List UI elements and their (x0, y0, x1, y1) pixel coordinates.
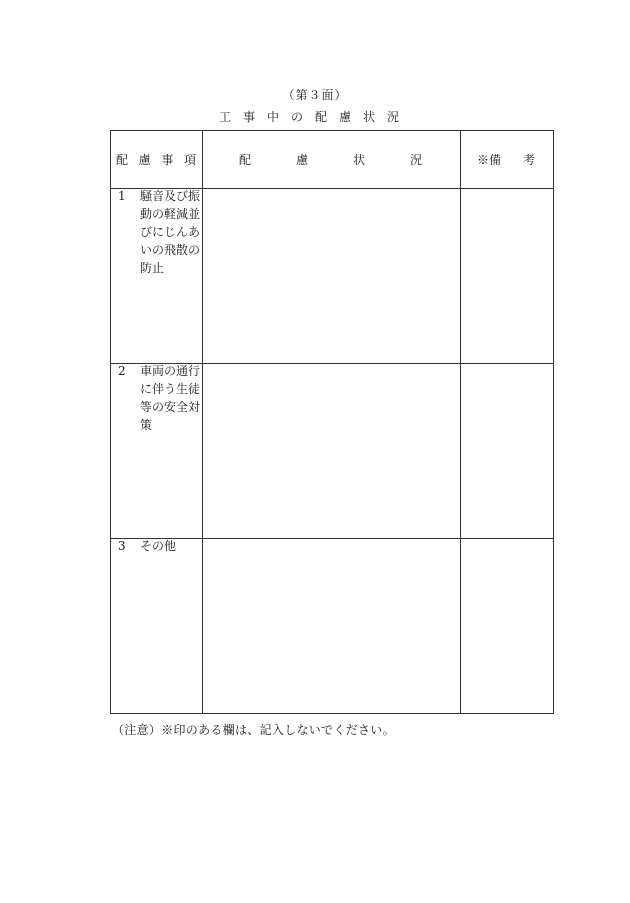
status-cell[interactable] (203, 364, 461, 539)
item-number: 1 (118, 189, 126, 203)
table-row (111, 539, 554, 714)
note-text: （注意）※印のある欄は、記入しないでください。 (112, 723, 395, 737)
remarks-cell (461, 189, 554, 364)
header-consideration-item (111, 131, 203, 189)
consideration-table (110, 130, 554, 714)
header-char: 事 (161, 153, 174, 167)
item-text: 騒音及び振動の軽減並びにじんあいの飛散の防止 (140, 189, 201, 275)
header-char: 考 (522, 153, 535, 167)
status-cell[interactable] (203, 539, 461, 714)
item-text: その他 (140, 539, 177, 553)
header-char: 配 (239, 153, 252, 167)
header-char: 慮 (295, 153, 308, 167)
item-cell (111, 539, 203, 714)
header-char: 配 (116, 153, 129, 167)
item-number: 3 (118, 539, 126, 553)
remarks-cell (461, 539, 554, 714)
header-char: 状 (352, 153, 365, 167)
header-remarks (461, 131, 554, 189)
item-text: 車両の通行に伴う生徒等の安全対策 (140, 364, 201, 432)
header-char: 項 (183, 153, 196, 167)
header-char: 慮 (138, 153, 151, 167)
header-row (111, 131, 554, 189)
item-cell (111, 364, 203, 539)
item-cell (111, 189, 203, 364)
header-char: ※備 (477, 153, 502, 167)
page-label: （第３面） (282, 88, 348, 102)
item-number: 2 (118, 364, 126, 378)
table-row (111, 189, 554, 364)
header-consideration-status (203, 131, 461, 189)
status-cell[interactable] (203, 189, 461, 364)
header-char: 況 (409, 153, 422, 167)
remarks-cell (461, 364, 554, 539)
form-title: 工事中の配慮状況 (218, 110, 411, 124)
table-row (111, 364, 554, 539)
